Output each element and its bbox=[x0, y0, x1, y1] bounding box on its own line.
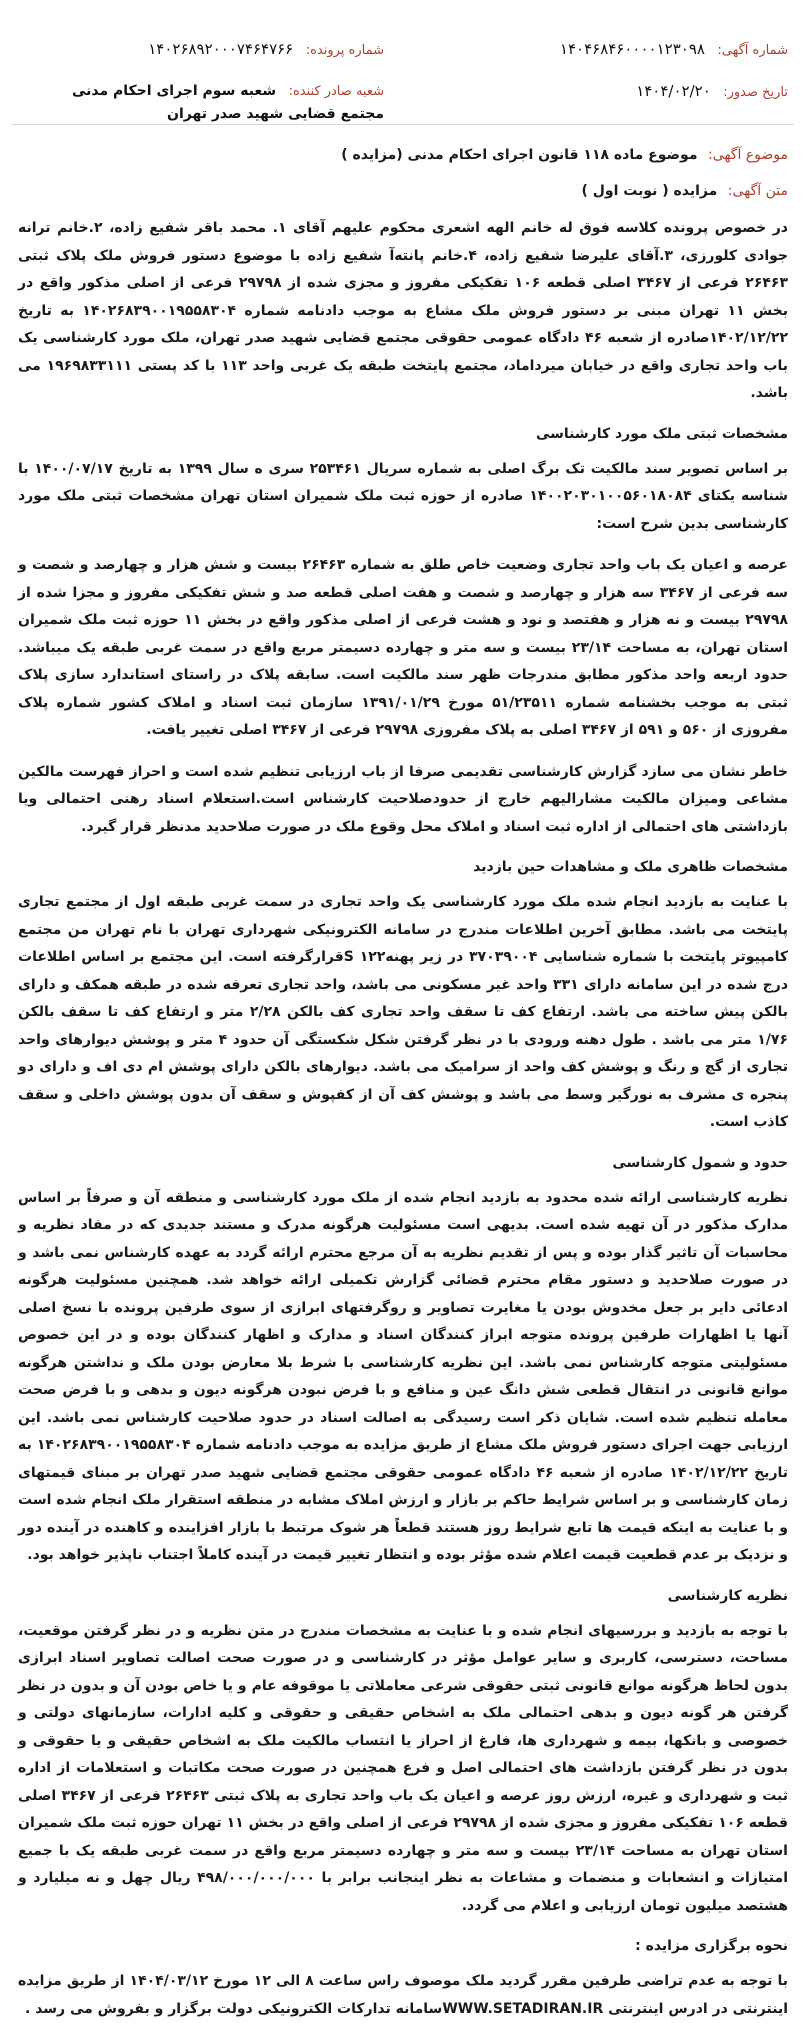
issuing-branch-label: شعبه صادر کننده: bbox=[288, 84, 384, 99]
ad-body bbox=[12, 215, 794, 2023]
file-number-field bbox=[148, 38, 384, 62]
text-title-row bbox=[18, 179, 788, 203]
subject-label: موضوع آگهی: bbox=[707, 147, 788, 163]
issue-date-value: ۱۴۰۴/۰۲/۲۰ bbox=[636, 82, 711, 100]
file-number-value: ۱۴۰۲۶۸۹۲۰۰۰۷۴۶۴۷۶۶ bbox=[148, 40, 294, 58]
scope-heading: حدود و شمول کارشناسی bbox=[612, 1154, 788, 1171]
auction-method-heading: نحوه برگزاری مزایده : bbox=[635, 1938, 788, 1954]
deed-paragraph: بر اساس تصویر سند مالکیت تک برگ اصلی به شماره سریال ۲۵۳۴۶۱ سری ه سال ۱۳۹۹ به تاریخ ۱۴۰۰/۰۷/۱۷ با شناسه یکتای ۱۴۰۰۲۰۳۰۱۰۰۵۶۰۱۸۰۸۴ صادره از حوزه ثبت ملک شمیران استان تهران مشخصات ثبتی ملک مورد کارشناسی بدین شرح است: bbox=[18, 460, 788, 532]
property-description-paragraph: عرصه و اعیان یک باب واحد تجاری وضعیت خاص طلق به شماره ۲۶۴۶۳ بیست و شش هزار و چهارصد و شصت و سه فرعی از ۳۴۶۷ سه هزار و چهارصد و شصت و هفت اصلی قطعه صد و شش تفکیکی مفروز و مجزا شده از ۲۹۷۹۸ بیست و نه هزار و هفتصد و نود و هشت فرعی از اصلی مذکور واقع در بخش ۱۱ حوزه ثبت ملک شمیران استان تهران، به مساحت ۲۳/۱۴ بیست و سه متر و چهارده دسیمتر مربع واقع در سمت غربی طبقه یک میباشد. حدود اربعه واحد مذکور مطابق مندرجات ظهر سند مالکیت است. سابقه پلاک در راستای استاندارد سازی پلاک ثبتی به موجب بخشنامه شماره ۵۱/۲۳۵۱۱ مورخ ۱۳۹۱/۰۱/۲۹ سازمان ثبت اسناد و املاک کشور شماره پلاک مفروزی از ۵۶۰ و ۵۹۱ از ۳۴۶۷ اصلی به پلاک مفروزی ۲۹۷۹۸ فرعی از ۳۴۶۷ اصلی تغییر یافت. bbox=[18, 557, 788, 738]
text-label: متن آگهی: bbox=[727, 183, 788, 199]
text-title-value: مزایده ( نوبت اول ) bbox=[581, 183, 718, 199]
disclaimer-paragraph: خاطر نشان می سازد گزارش کارشناسی تقدیمی صرفا از باب ارزیابی تنظیم شده است و احراز فهرست مالکین مشاعی ومیزان مالکیت مشارالیهم خارج از حدودصلاحیت کارشناس است.استعلام اسناد رهنی احتمالی ویا بازداشتی های احتمالی از اداره ثبت اسناد و املاک محل وقوع ملک در صورت صلاحدید مدنظر قرار گیرد. bbox=[18, 763, 788, 835]
ad-number-label: شماره آگهی: bbox=[717, 43, 788, 58]
ad-header bbox=[12, 8, 794, 125]
ad-number-field bbox=[560, 38, 788, 62]
issuing-branch-value: شعبه سوم اجرای احکام مدنی مجتمع قضایی شهید صدر تهران bbox=[71, 83, 384, 122]
intro-paragraph: در خصوص پرونده کلاسه فوق له خانم الهه اشعری محکوم علیهم آقای ۱. محمد باقر شفیع زاده، ۲.خانم ترانه جوادی کلورزی، ۳.آقای علیرضا شفیع زاده، ۴.خانم پانته‌آ شفیع زاده با موضوع دستور فروش ملک پلاک ثبتی ۲۶۴۶۳ فرعی از ۳۴۶۷ اصلی قطعه ۱۰۶ تفکیکی مفروز و مجزی شده از ۲۹۷۹۸ فرعی از اصلی مذکور واقع در بخش ۱۱ تهران مبنی بر دستور فروش ملک مشاع به موجب دادنامه شماره ۱۴۰۲۶۸۳۹۰۰۱۹۵۵۸۳۰۴ به تاریخ ۱۴۰۲/۱۲/۲۲صادره از شعبه ۴۶ دادگاه عمومی حقوقی مجتمع قضایی شهید صدر تهران، ملک مورد کارشناسی یک باب واحد تجاری واقع در خیابان میرداماد، مجتمع پایتخت طبقه یک غربی واحد ۱۱۳ با کد پستی ۱۹۶۹۸۳۳۱۱۱ می باشد. bbox=[18, 220, 789, 401]
ad-number-value: ۱۴۰۴۶۸۴۶۰۰۰۰۱۲۳۰۹۸ bbox=[559, 40, 705, 58]
subject-value: موضوع ماده ۱۱۸ قانون اجرای احکام مدنی (مزایده ) bbox=[341, 147, 698, 163]
auction-paragraph: با توجه به عدم تراضی طرفین مقرر گردید ملک موصوف راس ساعت ۸ الی ۱۲ مورخ ۱۴۰۴/۰۳/۱۲ از طریق مزایده اینترنتی در ادرس اینترنتی WWW.SETADIRAN.IRسامانه تدارکات الکترونیکی دولت برگزار و بفروش می رسد . bbox=[18, 1973, 788, 2017]
valuation-paragraph: با توجه به بازدید و بررسیهای انجام شده و با عنایت به مشخصات مندرج در متن نظریه و در نظر گرفتن موقعیت، مساحت، دسترسی، کاربری و سایر عوامل مؤثر در کارشناسی و در صورت صحت اصالت تصاویر اسناد ابرازی بدون لحاظ هرگونه موانع قانونی ثبتی حقوقی شرعی معاملاتی یا موقوفه عام و یا خاص بودن آن و بدون در نظر گرفتن هر گونه دیون و بدهی احتمالی ملک به اشخاص حقیقی و حقوقی و کلیه ادارات، سازمانهای دولتی و خصوصی و بانکها، بیمه و شهرداری ها، فارغ از احراز یا انتساب مالکیت ملک به اشخاص حقیقی و یا حقوقی و بدون در نظر گرفتن بازداشت های احتمالی اصل و فرع همچنین در صورت صحت مکاتبات و استعلامات از اداره ثبت و شهرداری و غیره، ارزش روز عرصه و اعیان یک باب واحد تجاری به پلاک ثبتی ۲۶۴۶۳ فرعی از ۳۴۶۷ اصلی قطعه ۱۰۶ تفکیکی مفروز و مجزی شده از ۲۹۷۹۸ فرعی از اصلی واقع در بخش ۱۱ تهران حوزه ثبت ملک شمیران استان تهران به مساحت ۲۳/۱۴ بیست و سه متر و چهارده دسیمتر مربع واقع در سمت غربی طبقه یک با جمیع امتیازات و انشعابات و منضمات و مشاعات به نظر اینجانب برابر با ۴۹۸/۰۰۰/۰۰۰/۰۰۰ ریال چهل و نه میلیارد و هشتصد میلیون تومان ارزیابی و اعلام می گردد. bbox=[18, 1622, 789, 1914]
expert-opinion-heading: نظریه کارشناسی bbox=[667, 1587, 788, 1604]
inspection-paragraph: با عنایت به بازدید انجام شده ملک مورد کارشناسی یک واحد تجاری در سمت غربی طبقه اول از مجتمع تجاری پایتخت می باشد. مطابق آخرین اطلاعات مندرج در سامانه الکترونیکی شهرداری تهران با نام تهران من مجتمع کامپیوتر پایتخت با شماره شناسایی ۳۷۰۳۹۰۰۴ در زیر پهنه۱۲۲ Sقرارگرفته است. این مجتمع بر اساس اطلاعات درج شده در این سامانه دارای ۳۳۱ واحد غیر مسکونی می باشد، واحد تجاری تعرفه شده در طبقه همکف و دارای بالکن پیش ساخته می باشد. ارتفاع کف تا سقف واحد تجاری کف بالکن ۲/۲۸ متر و ارتفاع کف تا سقف بالکن ۱/۷۶ متر می باشد . طول دهنه ورودی با در نظر گرفتن شکل شکستگی آن حدود ۴ متر و پوشش دیوارهای واحد تجاری از گچ و رنگ و پوشش کف واحد از سرامیک می باشد. دیوارهای بالکن دارای پوشش ام دی اف و دارای دو پنجره ی مشرف به نورگیر وسط می باشد و پوشش کف آن از کفپوش و سقف آن بدون پوشش داخلی و سقف کاذب است. bbox=[18, 894, 789, 1130]
registration-heading: مشخصات ثبتی ملک مورد کارشناسی bbox=[535, 425, 788, 442]
file-number-label: شماره پرونده: bbox=[305, 43, 384, 58]
issue-date-field bbox=[636, 80, 788, 104]
issuing-branch-field bbox=[24, 80, 384, 125]
ad-meta bbox=[12, 125, 794, 203]
subject-row bbox=[18, 143, 788, 167]
issue-date-label: تاریخ صدور: bbox=[723, 85, 788, 100]
physical-specs-heading: مشخصات ظاهری ملک و مشاهدات حین بازدید bbox=[473, 859, 788, 875]
scope-paragraph: نظریه کارشناسی ارائه شده محدود به بازدید انجام شده از ملک مورد کارشناسی و منطقه آن و صرفاً بر اساس مدارک مذکور در آن تهیه شده است. بدیهی است مسئولیت هرگونه مدرک و مستند جدیدی که در مفاد نظریه و محاسبات آن تاثیر گذار بوده و پس از تقدیم نظریه به آن مرجع محترم ارائه گردد به عهده کارشناس نمی باشد و در صورت صلاحدید و دستور مقام محترم قضائی گزارش تکمیلی ارائه خواهد شد. همچنین مسئولیت هرگونه ادعائی دایر بر جعل مخدوش بودن یا مغایرت تصاویر و روگرفتهای ابرازی از سوی طرفین پرونده با نسخ اصلی آنها یا اظهارات طرفین پرونده متوجه ابراز کنندگان اسناد و مدارک و اظهار کنندگان بوده و در این خصوص مسئولیتی متوجه کارشناس نمی باشد. این نظریه کارشناسی با شرط بلا معارض بودن ملک و نداشتن هرگونه موانع قانونی در انتقال قطعی شش دانگ عین و منافع و با فرض نبودن هرگونه دیون و بدهی و با فرض صحت معامله تنظیم شده است. شایان ذکر است رسیدگی به اصالت اسناد در حدود صلاحیت کارشناس نمی باشد. این ارزیابی جهت اجرای دستور فروش ملک مشاع از طریق مزایده به موجب دادنامه شماره ۱۴۰۲۶۸۳۹۰۰۱۹۵۵۸۳۰۴ به تاریخ ۱۴۰۲/۱۲/۲۲ صادره از شعبه ۴۶ دادگاه عمومی حقوقی مجتمع قضایی شهید صدر تهران بر مبنای قیمتهای زمان کارشناسی و بر اساس شرایط حاکم بر بازار و ارزش املاک مشابه در منطقه استقرار ملک انجام شده است و با عنایت به اینکه قیمت ها تابع شرایط روز هستند قطعاً هر شوک مرتبط با بازار افزاینده و کاهنده در آینده دور و نزدیک بر عدم قطعیت قیمت اعلام شده مؤثر بوده و انتظار تغییر قیمت در آینده کاملاً اجتناب ناپذیر خواهد بود. bbox=[18, 1189, 789, 1563]
